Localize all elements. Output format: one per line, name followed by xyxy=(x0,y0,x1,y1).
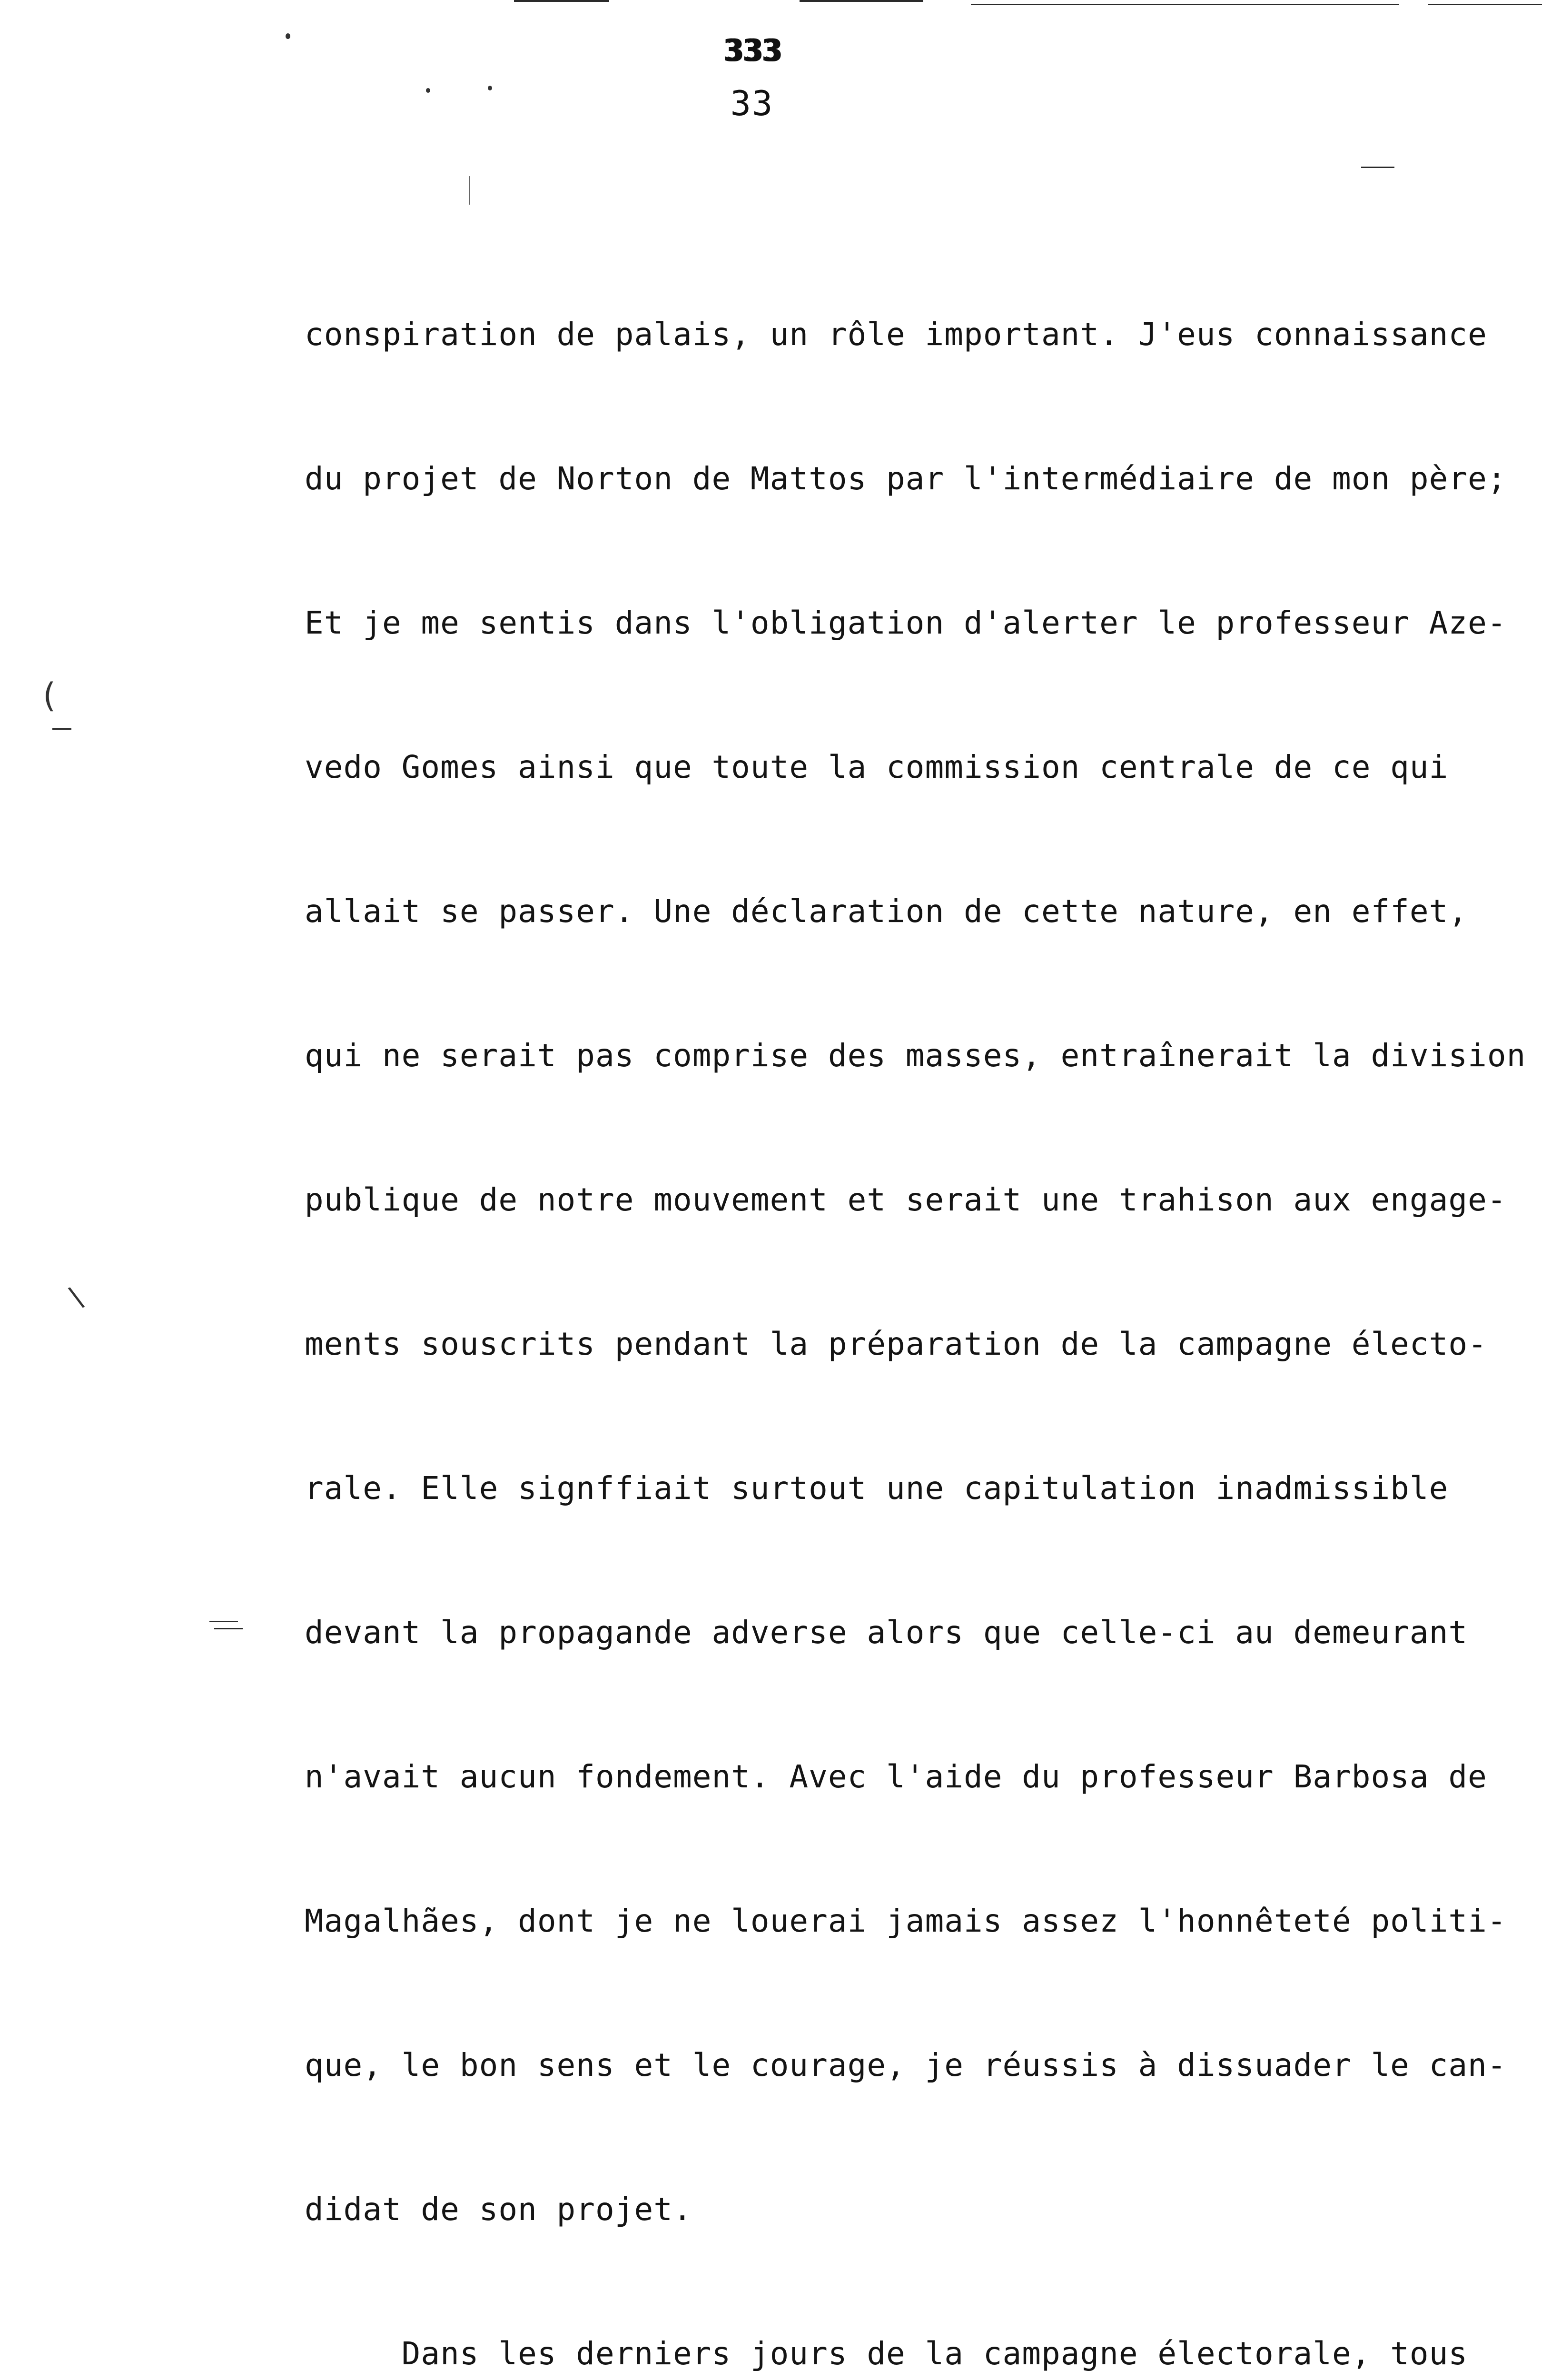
scan-edge-line xyxy=(800,0,923,2)
margin-dash-mark xyxy=(214,1628,243,1629)
text-line: Magalhães, dont je ne louerai jamais assez l'honnêteté politi- xyxy=(305,1903,1507,1939)
scan-edge-line xyxy=(1361,167,1394,168)
text-line: Et je me sentis dans l'obligation d'alerter le professeur Aze- xyxy=(305,605,1507,641)
scan-edge-line xyxy=(1428,4,1542,5)
text-line: allait se passer. Une déclaration de cette nature, en effet, xyxy=(305,893,1468,930)
margin-dash-mark xyxy=(52,728,71,730)
text-line: publique de notre mouvement et serait une trahison aux engage- xyxy=(305,1181,1507,1218)
typed-text-body xyxy=(305,214,1532,2380)
text-line: qui ne serait pas comprise des masses, entraînerait la division xyxy=(305,1037,1526,1074)
text-line: didat de son projet. xyxy=(305,2191,692,2228)
scan-speck xyxy=(286,33,290,39)
margin-stroke-mark: \ xyxy=(66,1279,87,1315)
scan-edge-line xyxy=(971,4,1399,5)
page-number: 33 xyxy=(730,83,774,123)
page-number-stamped: 333 xyxy=(723,33,781,69)
scan-speck xyxy=(426,88,430,93)
text-line: conspiration de palais, un rôle important. J'eus connaissance xyxy=(305,316,1487,353)
text-line: du projet de Norton de Mattos par l'intermédiaire de mon père; xyxy=(305,460,1507,497)
scan-edge-line xyxy=(514,0,609,2)
text-line: n'avait aucun fondement. Avec l'aide du professeur Barbosa de xyxy=(305,1758,1487,1795)
text-line: Dans les derniers jours de la campagne électorale, tous xyxy=(305,2335,1468,2372)
margin-bracket-mark: ( xyxy=(43,676,56,715)
scan-speck xyxy=(488,86,492,90)
text-line: vedo Gomes ainsi que toute la commission centrale de ce qui xyxy=(305,749,1449,785)
text-line: que, le bon sens et le courage, je réussis à dissuader le can- xyxy=(305,2047,1507,2083)
text-line: ments souscrits pendant la préparation de la campagne électo- xyxy=(305,1326,1487,1362)
scan-speck xyxy=(469,176,470,205)
text-line: devant la propagande adverse alors que celle-ci au demeurant xyxy=(305,1614,1468,1651)
margin-dash-mark xyxy=(209,1621,238,1622)
text-line: rale. Elle signffiait surtout une capitulation inadmissible xyxy=(305,1470,1449,1507)
